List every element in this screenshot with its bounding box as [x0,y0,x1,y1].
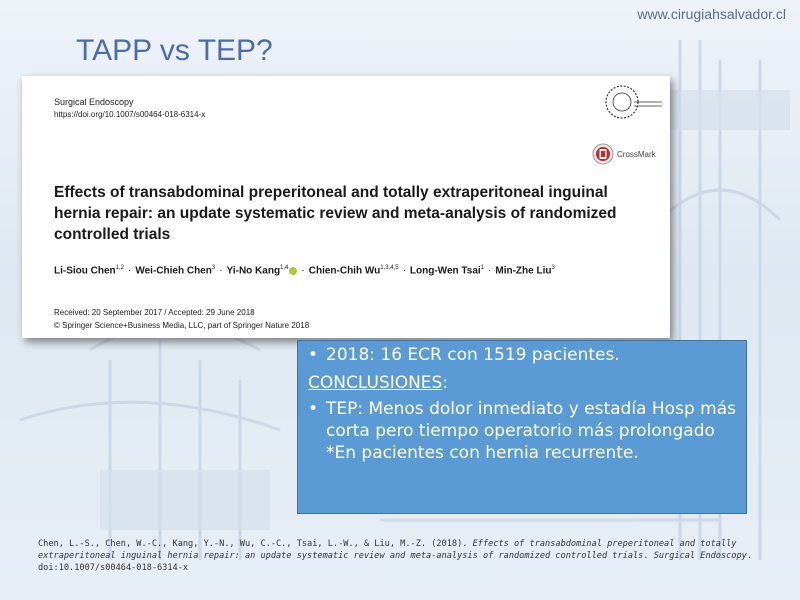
author-affiliation: 1,2 [115,265,125,271]
author-name: Chien-Chih Wu [308,265,381,277]
conclusions-heading-word: CONCLUSIONES [308,373,443,393]
journal-seal-logo [600,82,664,122]
tep-conclusion-text: TEP: Menos dolor inmediato y estadía Hosp más corta pero tiempo operatorio más prolongado *En pacientes con hernia recurrente. [326,399,736,463]
conclusions-heading [308,372,736,394]
author-separator: · [219,265,223,277]
crossmark-badge-group [592,142,656,166]
citation-doi: . doi:10.1007/s00464-018-6314-x [38,551,753,573]
citation-authors: Chen, L.-S., Chen, W.-C., Kang, Y.-N., Wu, C.-C., Tsai, L.-W., & Liu, M.-Z. (2018). [38,539,473,549]
paper-header-image [22,76,670,338]
received-dates: Received: 20 September 2017 / Accepted: 29 June 2018 [54,308,255,317]
author-separator: · [128,265,132,277]
author-separator: · [301,265,305,277]
author-separator: · [402,265,406,277]
bullet-icon: • [308,345,319,365]
trials-summary-text: 2018: 16 ECR con 1519 pacientes. [326,345,620,365]
summary-box [297,340,747,514]
citation-journal: Surgical Endoscopy [653,551,747,561]
author-separator: · [488,265,492,277]
crossmark-label: CrossMark [617,149,656,159]
citation-title: Effects of transabdominal preperitoneal and totally extraperitoneal inguinal hernia repair: an update systematic review and meta-analysis of randomized controlled trials [38,539,737,561]
slide-title: TAPP vs TEP? [76,34,273,67]
reference-citation [38,538,778,574]
author-name: Min-Zhe Liu [495,265,552,277]
author-name: Long-Wen Tsai [409,265,481,277]
author-affiliation: 1,4 [280,265,289,271]
author-name: Wei-Chieh Chen [135,265,212,277]
author-affiliation: 1 [480,265,485,271]
author-name: Li-Siou Chen [54,265,116,277]
summary-bullet-tep [308,398,736,464]
author-affiliation: 3 [211,265,216,271]
author-list [54,265,674,276]
journal-name: Surgical Endoscopy [54,97,134,107]
doi-link: https://doi.org/10.1007/s00464-018-6314-x [54,110,206,119]
summary-bullet-trials [308,344,736,366]
paper-title: Effects of transabdominal preperitoneal and totally extraperitoneal inguinal hernia repair: an update systematic review and meta-analysis of randomized controlled trials [54,184,617,243]
author-affiliation: 1,3,4,5 [380,265,399,271]
bullet-icon: • [308,399,319,419]
citation-separator: . [643,551,654,561]
website-url: www.cirugiahsalvador.cl [637,6,786,22]
crossmark-icon [592,143,614,165]
author-affiliation: 3 [551,265,555,271]
author-name: Yi-No Kang [226,265,281,277]
conclusions-heading-colon: : [442,373,449,393]
copyright-notice: © Springer Science+Business Media, LLC, part of Springer Nature 2018 [54,321,310,330]
